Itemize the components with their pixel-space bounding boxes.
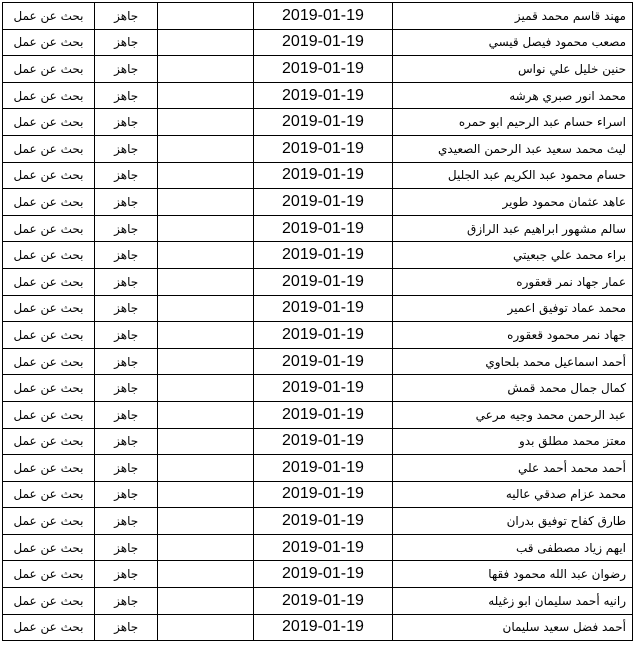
note-cell: بحث عن عمل: [3, 481, 95, 508]
note-cell: بحث عن عمل: [3, 561, 95, 588]
empty-cell: [158, 295, 254, 322]
name-cell: عمار جهاد نمر قعقوره: [393, 268, 633, 295]
name-cell: جهاد نمر محمود قعقوره: [393, 322, 633, 349]
name-cell: محمد انور صبري هرشه: [393, 82, 633, 109]
date-cell: 2019-01-19: [253, 3, 392, 30]
name-cell: ليث محمد سعيد عبد الرحمن الصعيدي: [393, 135, 633, 162]
table-row: [3, 455, 633, 482]
name-cell: براء محمد علي جبعيتي: [393, 242, 633, 269]
name-cell: طارق كفاح توفيق بدران: [393, 508, 633, 535]
status-cell: جاهز: [95, 534, 158, 561]
status-cell: جاهز: [95, 215, 158, 242]
date-cell: 2019-01-19: [253, 428, 392, 455]
empty-cell: [158, 242, 254, 269]
table-row: [3, 135, 633, 162]
name-cell: عاهد عثمان محمود طوير: [393, 189, 633, 216]
table-row: [3, 322, 633, 349]
table-row: [3, 242, 633, 269]
empty-cell: [158, 56, 254, 83]
table-row: [3, 29, 633, 56]
name-cell: مصعب محمود فيصل قيسي: [393, 29, 633, 56]
status-cell: جاهز: [95, 82, 158, 109]
status-cell: جاهز: [95, 588, 158, 615]
date-cell: 2019-01-19: [253, 401, 392, 428]
date-cell: 2019-01-19: [253, 82, 392, 109]
table-row: [3, 295, 633, 322]
note-cell: بحث عن عمل: [3, 455, 95, 482]
status-cell: جاهز: [95, 109, 158, 136]
status-cell: جاهز: [95, 29, 158, 56]
note-cell: بحث عن عمل: [3, 322, 95, 349]
table-row: [3, 348, 633, 375]
date-cell: 2019-01-19: [253, 508, 392, 535]
table-row: [3, 162, 633, 189]
date-cell: 2019-01-19: [253, 268, 392, 295]
empty-cell: [158, 268, 254, 295]
date-cell: 2019-01-19: [253, 295, 392, 322]
note-cell: بحث عن عمل: [3, 135, 95, 162]
note-cell: بحث عن عمل: [3, 588, 95, 615]
date-cell: 2019-01-19: [253, 242, 392, 269]
date-cell: 2019-01-19: [253, 534, 392, 561]
table-row: [3, 534, 633, 561]
empty-cell: [158, 135, 254, 162]
table-row: [3, 508, 633, 535]
empty-cell: [158, 82, 254, 109]
note-cell: بحث عن عمل: [3, 215, 95, 242]
name-cell: حنين خليل علي نواس: [393, 56, 633, 83]
status-cell: جاهز: [95, 375, 158, 402]
status-cell: جاهز: [95, 56, 158, 83]
status-cell: جاهز: [95, 135, 158, 162]
name-cell: معتز محمد مطلق بدو: [393, 428, 633, 455]
name-cell: سالم مشهور ابراهيم عبد الرازق: [393, 215, 633, 242]
date-cell: 2019-01-19: [253, 322, 392, 349]
empty-cell: [158, 508, 254, 535]
note-cell: بحث عن عمل: [3, 534, 95, 561]
note-cell: بحث عن عمل: [3, 189, 95, 216]
status-cell: جاهز: [95, 508, 158, 535]
empty-cell: [158, 534, 254, 561]
note-cell: بحث عن عمل: [3, 428, 95, 455]
date-cell: 2019-01-19: [253, 375, 392, 402]
empty-cell: [158, 322, 254, 349]
note-cell: بحث عن عمل: [3, 508, 95, 535]
table-row: [3, 109, 633, 136]
table-body: [3, 3, 633, 641]
note-cell: بحث عن عمل: [3, 56, 95, 83]
empty-cell: [158, 3, 254, 30]
table-row: [3, 401, 633, 428]
note-cell: بحث عن عمل: [3, 614, 95, 641]
table-row: [3, 375, 633, 402]
empty-cell: [158, 109, 254, 136]
note-cell: بحث عن عمل: [3, 348, 95, 375]
empty-cell: [158, 162, 254, 189]
name-cell: رانيه أحمد سليمان ابو زغيله: [393, 588, 633, 615]
note-cell: بحث عن عمل: [3, 3, 95, 30]
note-cell: بحث عن عمل: [3, 82, 95, 109]
status-cell: جاهز: [95, 295, 158, 322]
date-cell: 2019-01-19: [253, 162, 392, 189]
date-cell: 2019-01-19: [253, 215, 392, 242]
date-cell: 2019-01-19: [253, 56, 392, 83]
name-cell: ايهم زياد مصطفى قب: [393, 534, 633, 561]
note-cell: بحث عن عمل: [3, 375, 95, 402]
date-cell: 2019-01-19: [253, 29, 392, 56]
name-cell: أحمد اسماعيل محمد بلحاوي: [393, 348, 633, 375]
name-cell: عبد الرحمن محمد وجيه مرعي: [393, 401, 633, 428]
date-cell: 2019-01-19: [253, 561, 392, 588]
name-cell: أحمد فضل سعيد سليمان: [393, 614, 633, 641]
empty-cell: [158, 375, 254, 402]
status-cell: جاهز: [95, 242, 158, 269]
table-row: [3, 215, 633, 242]
name-cell: رضوان عبد الله محمود فقها: [393, 561, 633, 588]
status-cell: جاهز: [95, 614, 158, 641]
note-cell: بحث عن عمل: [3, 109, 95, 136]
name-cell: أحمد محمد أحمد علي: [393, 455, 633, 482]
status-cell: جاهز: [95, 189, 158, 216]
name-cell: حسام محمود عبد الكريم عبد الجليل: [393, 162, 633, 189]
empty-cell: [158, 189, 254, 216]
table-row: [3, 189, 633, 216]
date-cell: 2019-01-19: [253, 588, 392, 615]
date-cell: 2019-01-19: [253, 481, 392, 508]
note-cell: بحث عن عمل: [3, 295, 95, 322]
status-cell: جاهز: [95, 268, 158, 295]
table-row: [3, 561, 633, 588]
table-row: [3, 3, 633, 30]
date-cell: 2019-01-19: [253, 189, 392, 216]
empty-cell: [158, 428, 254, 455]
table-row: [3, 614, 633, 641]
status-cell: جاهز: [95, 401, 158, 428]
date-cell: 2019-01-19: [253, 348, 392, 375]
date-cell: 2019-01-19: [253, 614, 392, 641]
table-row: [3, 428, 633, 455]
empty-cell: [158, 215, 254, 242]
empty-cell: [158, 614, 254, 641]
status-cell: جاهز: [95, 481, 158, 508]
status-cell: جاهز: [95, 348, 158, 375]
note-cell: بحث عن عمل: [3, 268, 95, 295]
status-cell: جاهز: [95, 162, 158, 189]
records-table: [2, 2, 633, 641]
status-cell: جاهز: [95, 428, 158, 455]
status-cell: جاهز: [95, 322, 158, 349]
date-cell: 2019-01-19: [253, 135, 392, 162]
table-row: [3, 481, 633, 508]
empty-cell: [158, 29, 254, 56]
name-cell: محمد عماد توفيق اعمير: [393, 295, 633, 322]
status-cell: جاهز: [95, 455, 158, 482]
name-cell: كمال جمال محمد قمش: [393, 375, 633, 402]
table-row: [3, 268, 633, 295]
empty-cell: [158, 588, 254, 615]
date-cell: 2019-01-19: [253, 455, 392, 482]
table-row: [3, 82, 633, 109]
status-cell: جاهز: [95, 3, 158, 30]
note-cell: بحث عن عمل: [3, 401, 95, 428]
table-row: [3, 56, 633, 83]
name-cell: اسراء حسام عبد الرحيم ابو حمره: [393, 109, 633, 136]
date-cell: 2019-01-19: [253, 109, 392, 136]
table-row: [3, 588, 633, 615]
empty-cell: [158, 455, 254, 482]
name-cell: محمد عزام صدقي عاليه: [393, 481, 633, 508]
note-cell: بحث عن عمل: [3, 29, 95, 56]
empty-cell: [158, 401, 254, 428]
empty-cell: [158, 481, 254, 508]
empty-cell: [158, 561, 254, 588]
note-cell: بحث عن عمل: [3, 162, 95, 189]
name-cell: مهند قاسم محمد قميز: [393, 3, 633, 30]
status-cell: جاهز: [95, 561, 158, 588]
empty-cell: [158, 348, 254, 375]
note-cell: بحث عن عمل: [3, 242, 95, 269]
